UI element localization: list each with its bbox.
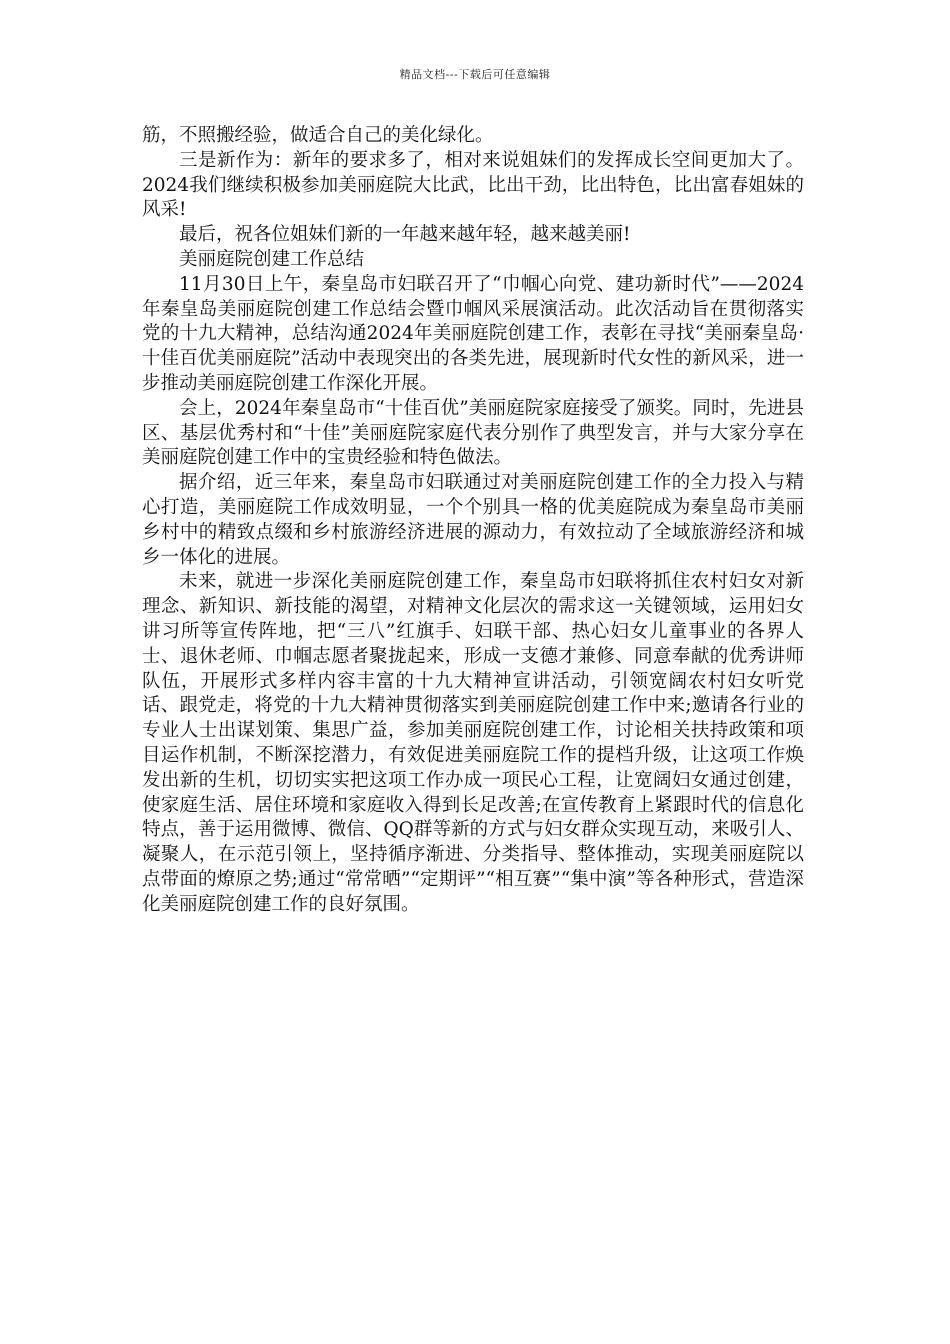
page-header: 精品文档---下载后可任意编辑: [399, 68, 551, 81]
paragraph-new-action: 三是新作为：新年的要求多了，相对来说姐妹们的发挥成长空间更加大了。2024我们继续积极参加美丽庭院大比武，比出干劲，比出特色，比出富春姐妹的风采!: [142, 149, 804, 221]
paragraph-future-plans: 未来，就进一步深化美丽庭院创建工作，秦皇岛市妇联将抓住农村妇女对新理念、新知识、新技能的渴望，对精神文化层次的需求这一关键领域，运用妇女讲习所等宣传阵地，把“三八”红旗手、妇联干部、热心妇女儿童事业的各界人士、退休老师、巾帼志愿者聚拢起来，形成一支德才兼修、同意奉献的优秀讲师队伍，开展形式多样内容丰富的十九大精神宣讲活动，引领宽阔农村妇女听党话、跟党走，将党的十九大精神贯彻落实到美丽庭院创建工作中来;邀请各行业的专业人士出谋划策、集思广益，参加美丽庭院创建工作，讨论相关扶持政策和项目运作机制，不断深挖潜力，有效促进美丽庭院工作的提档升级，让这项工作焕发出新的生机，切切实实把这项工作办成一项民心工程，让宽阔妇女通过创建，使家庭生活、居住环境和家庭收入得到长足改善;在宣传教育上紧跟时代的信息化特点，善于运用微博、微信、QQ群等新的方式与妇女群众实现互动，来吸引人、凝聚人，在示范引领上，坚持循序渐进、分类指导、整体推动，实现美丽庭院以点带面的燎原之势;通过“常常晒”“定期评”“相互赛”“集中演”等各种形式，营造深化美丽庭院创建工作的良好氛围。: [142, 571, 804, 915]
paragraph-continuation: 筋，不照搬经验，做适合自己的美化绿化。: [142, 125, 494, 146]
document-body: [142, 124, 804, 918]
section-title: 美丽庭院创建工作总结: [179, 248, 365, 270]
paragraph-awards: 会上，2024年秦皇岛市“十佳百优”美丽庭院家庭接受了颁奖。同时，先进县区、基层优秀村和“十佳”美丽庭院家庭代表分别作了典型发言，并与大家分享在美丽庭院创建工作中的宝贵经验和特色做法。: [142, 397, 804, 469]
paragraph-meeting-intro: 11月30日上午，秦皇岛市妇联召开了“巾帼心向党、建功新时代”——2024年秦皇岛美丽庭院创建工作总结会暨巾帼风采展演活动。此次活动旨在贯彻落实党的十九大精神，总结沟通2024年美丽庭院创建工作，表彰在寻找“美丽秦皇岛·十佳百优美丽庭院”活动中表现突出的各类先进，展现新时代女性的新风采，进一步推动美丽庭院创建工作深化开展。: [142, 273, 804, 394]
paragraph-achievements: 据介绍，近三年来，秦皇岛市妇联通过对美丽庭院创建工作的全力投入与精心打造，美丽庭院工作成效明显，一个个别具一格的优美庭院成为秦皇岛市美丽乡村中的精致点缀和乡村旅游经济进展的源动力，有效拉动了全域旅游经济和城乡一体化的进展。: [142, 472, 804, 568]
paragraph-closing-wish: 最后，祝各位姐妹们新的一年越来越年轻，越来越美丽!: [179, 224, 631, 246]
